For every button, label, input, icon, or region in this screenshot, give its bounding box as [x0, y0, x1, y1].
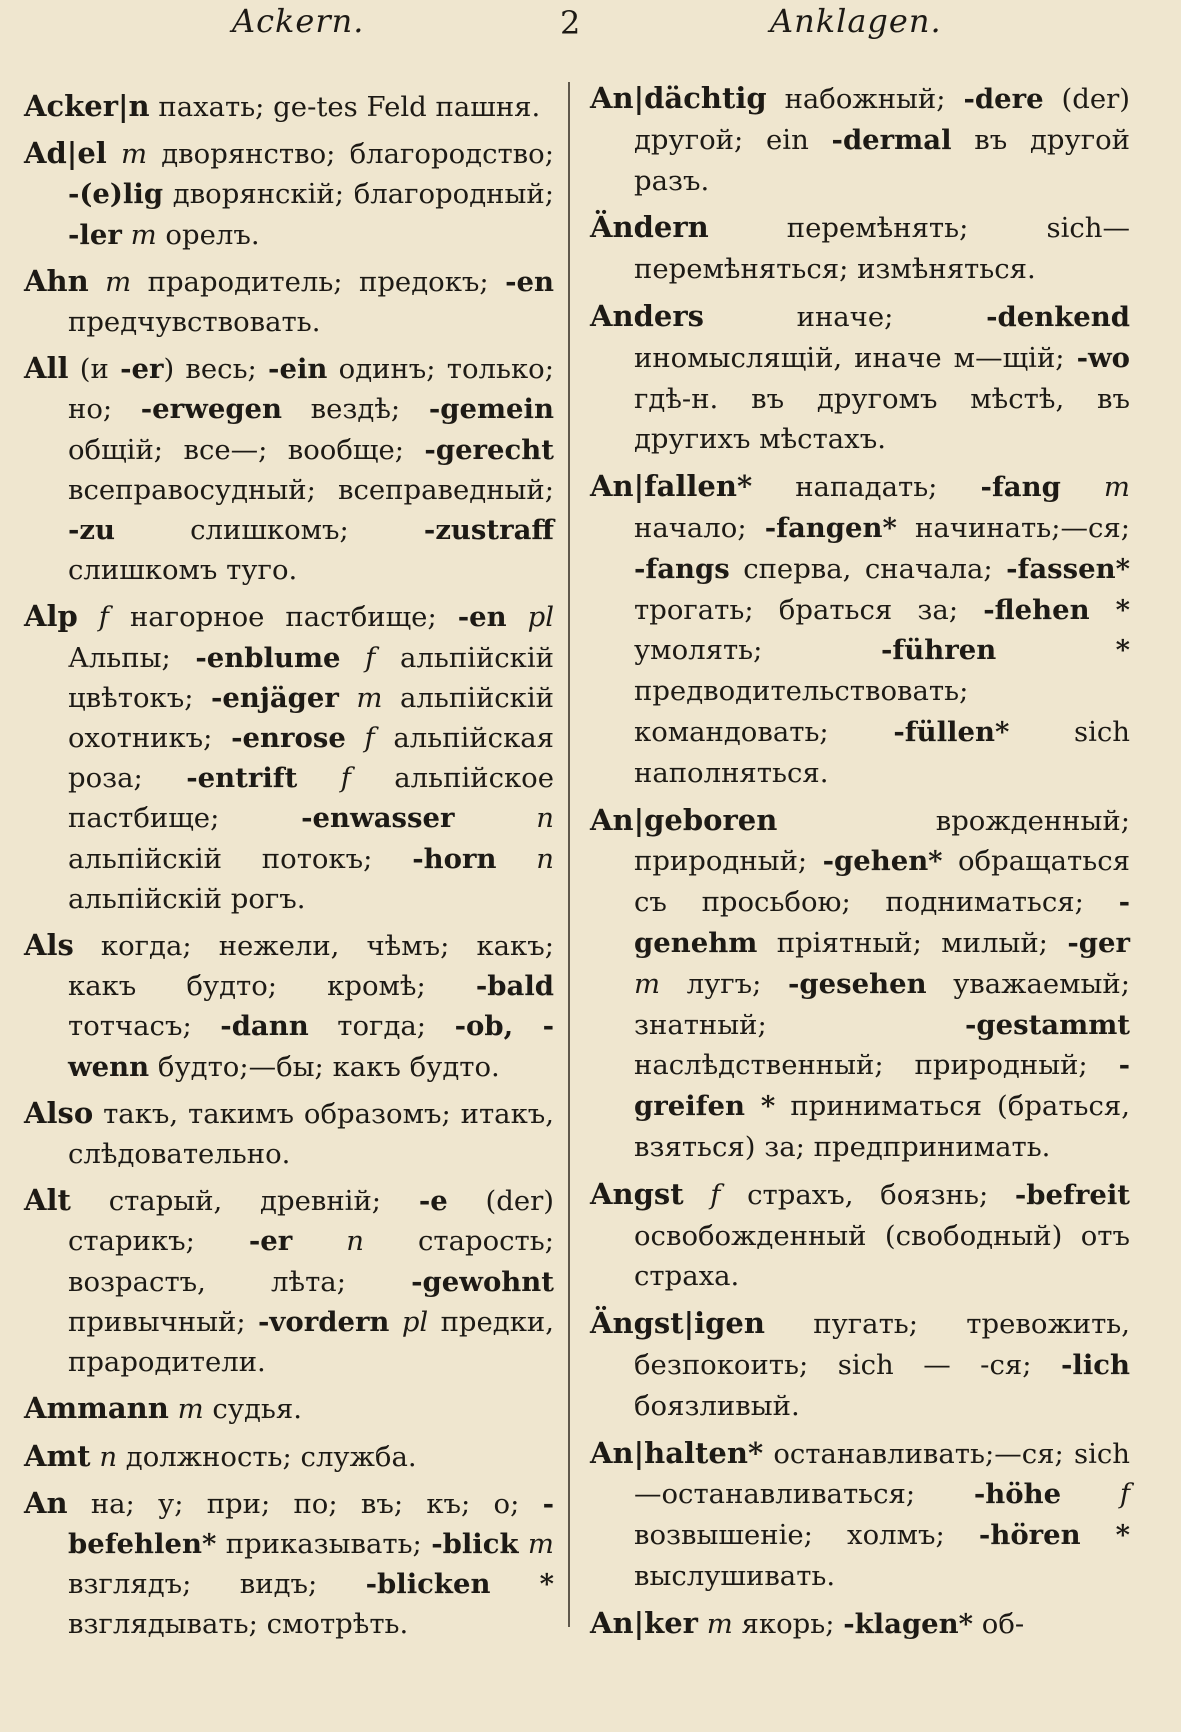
dictionary-entry — [590, 1433, 1130, 1597]
subentry-word: -gerecht — [424, 433, 554, 466]
subentry-word: -fangs — [634, 552, 730, 585]
subentry-word: -lich — [1060, 1348, 1130, 1381]
definition-text: иномыслящій, иначе м—щій; — [634, 341, 1077, 374]
definition-text: приниматься (браться, взяться) за; предпринимать. — [634, 1090, 1130, 1163]
dictionary-entry — [24, 261, 554, 342]
definition-text: начинать;—ся; — [896, 511, 1130, 544]
definition-text: (der) старикъ; — [68, 1185, 554, 1258]
right-column — [590, 78, 1130, 1650]
definition-text: общій; все—; вообще; — [68, 433, 425, 466]
definition-text: предчувствовать. — [68, 306, 321, 339]
subentry-word: -enjäger — [210, 681, 339, 714]
subentry-word: -enblume — [195, 641, 341, 674]
subentry-word: -horn — [412, 842, 497, 875]
definition-text: ) весь; — [163, 353, 269, 386]
subentry-word: -erwegen — [140, 393, 283, 426]
definition-text: обращаться съ просьбою; подниматься; — [634, 845, 1130, 919]
headword: An|ker — [590, 1605, 698, 1640]
definition-text — [454, 802, 536, 834]
subentry-word: -ger — [1067, 926, 1130, 959]
definition-text: альпійскій цвѣтокъ; — [68, 641, 554, 714]
subentry-word: -gestammt — [964, 1008, 1130, 1041]
dictionary-entry — [24, 1483, 554, 1645]
subentry-word: -denkend — [986, 300, 1130, 333]
definition-text: взглядъ; видъ; — [68, 1568, 366, 1601]
definition-text: sich наполняться. — [634, 715, 1131, 789]
definition-text: всеправосудный; всеправедный; — [68, 473, 554, 506]
definition-text: судья. — [203, 1393, 302, 1426]
grammar-label: n — [99, 1440, 118, 1473]
subentry-word: -fassen* — [1006, 552, 1130, 585]
definition-text: выслушивать. — [634, 1559, 836, 1592]
definition-text: начало; — [634, 511, 765, 544]
definition-text: нагорное пастбище; — [108, 601, 458, 634]
definition-text: старый, древній; — [70, 1185, 419, 1218]
subentry-word: -befreit — [1014, 1178, 1130, 1211]
left-column — [24, 86, 554, 1651]
headword: Angst — [590, 1176, 684, 1211]
definition-text: останавливать;—ся; sich—останавливаться; — [634, 1437, 1130, 1511]
definition-text — [507, 601, 528, 633]
grammar-label: m — [105, 265, 132, 298]
running-head-right: Anklagen. — [770, 2, 942, 40]
definition-text — [1061, 471, 1104, 503]
grammar-label: m — [1103, 471, 1130, 504]
subentry-word: -enwasser — [301, 802, 455, 835]
grammar-label: n — [536, 842, 554, 875]
dictionary-entry — [24, 133, 554, 255]
dictionary-entry — [590, 296, 1130, 460]
grammar-label: m — [130, 218, 157, 251]
definition-text — [339, 682, 357, 714]
definition-text: альпійскій потокъ; — [68, 842, 413, 875]
headword: Als — [24, 928, 74, 963]
headword: An|halten* — [590, 1435, 764, 1470]
subentry-word: -greifen * — [634, 1049, 1130, 1123]
definition-text: альпійское пастбище; — [68, 762, 554, 835]
grammar-label: pl — [401, 1305, 429, 1338]
definition-text: одинъ; только; но; — [68, 353, 554, 426]
grammar-label: f — [340, 762, 351, 795]
subentry-word: -vordern — [258, 1305, 390, 1338]
subentry-word: -(e)lig — [68, 178, 164, 211]
headword: Amt — [24, 1438, 91, 1473]
subentry-word: -en — [505, 265, 554, 298]
definition-text: трогать; браться за; — [634, 593, 984, 626]
definition-text: вездѣ; — [282, 393, 429, 426]
dictionary-entry — [24, 1436, 554, 1477]
definition-text: предки, прародители. — [68, 1305, 554, 1379]
definition-text: освобожденный (свободный) отъ страха. — [634, 1219, 1130, 1293]
grammar-label: n — [536, 802, 554, 835]
subentry-word: -dere — [963, 83, 1044, 115]
definition-text — [698, 1608, 707, 1640]
grammar-label: m — [706, 1607, 733, 1640]
grammar-label: f — [365, 641, 376, 674]
subentry-word: -führen * — [880, 634, 1130, 667]
definition-text — [341, 642, 366, 674]
definition-text — [346, 722, 365, 754]
definition-text — [169, 1393, 178, 1425]
definition-text: тотчасъ; — [68, 1010, 221, 1043]
definition-text: когда; нежели, чѣмъ; какъ; какъ будто; кромѣ; — [68, 930, 554, 1003]
page-number: 2 — [560, 4, 581, 42]
grammar-label: m — [356, 681, 383, 714]
definition-text: об- — [973, 1607, 1025, 1640]
definition-text: якорь; — [732, 1607, 844, 1640]
headword: Also — [24, 1095, 94, 1130]
dictionary-entry — [24, 925, 554, 1087]
dictionary-entry — [590, 1303, 1130, 1426]
definition-text: врожденный; природный; — [634, 804, 1130, 878]
headword: Ändern — [590, 210, 709, 245]
subentry-word: -wo — [1076, 341, 1130, 374]
subentry-word: -enrose — [231, 722, 346, 755]
headword: Acker|n — [24, 89, 150, 123]
definition-text: сперва, сначала; — [729, 552, 1007, 585]
definition-text — [297, 762, 340, 794]
subentry-word: -entrift — [186, 762, 298, 795]
subentry-word: -hören * — [978, 1519, 1130, 1552]
dictionary-entry — [590, 78, 1130, 201]
definition-text: альпійскій рогъ. — [68, 882, 306, 915]
grammar-label: f — [710, 1178, 721, 1211]
subentry-word: -ob, -wenn — [68, 1010, 554, 1083]
subentry-word: -blick — [431, 1527, 519, 1560]
headword: Anders — [590, 298, 704, 333]
definition-text: слишкомъ; — [115, 514, 424, 547]
subentry-word: -fang — [980, 471, 1061, 504]
definition-text: дворянство; благородство; — [147, 138, 554, 171]
subentry-word: -ler — [68, 218, 122, 251]
definition-text — [292, 1225, 346, 1257]
definition-text — [122, 219, 131, 251]
definition-text: возвышеніе; холмъ; — [634, 1519, 979, 1552]
subentry-word: -dann — [220, 1010, 309, 1043]
definition-text — [1061, 1478, 1120, 1510]
headword: All — [24, 351, 69, 386]
subentry-word: -flehen * — [983, 593, 1130, 626]
column-divider — [568, 82, 570, 1627]
definition-text: въ другой разъ. — [634, 123, 1130, 197]
dictionary-entry — [590, 1174, 1130, 1297]
grammar-label: m — [120, 138, 148, 171]
definition-text: боязливый. — [634, 1389, 800, 1422]
subentry-word: -zu — [68, 514, 116, 547]
definition-text — [107, 138, 121, 170]
running-head-left: Ackern. — [232, 2, 365, 40]
headword: Alt — [24, 1183, 71, 1218]
grammar-label: f — [364, 722, 375, 755]
definition-text: предводительствовать; командовать; — [634, 675, 969, 748]
subentry-word: -e — [418, 1185, 448, 1218]
definition-text — [89, 266, 105, 298]
dictionary-entry — [24, 1388, 554, 1429]
definition-text: набожный; — [766, 83, 964, 115]
definition-text: такъ, такимъ образомъ; итакъ, слѣдовательно. — [68, 1097, 554, 1171]
dictionary-entry — [590, 1603, 1130, 1645]
grammar-label: f — [98, 601, 109, 634]
definition-text: лугъ; — [660, 967, 788, 1000]
headword: Ad|el — [24, 136, 107, 171]
subentry-word: -dermal — [831, 123, 952, 156]
subentry-word: -er — [120, 353, 164, 386]
definition-text: Альпы; — [68, 641, 196, 674]
definition-text: привычный; — [68, 1305, 258, 1338]
headword: Ammann — [24, 1391, 169, 1426]
definition-text: будто;—бы; какъ будто. — [149, 1050, 500, 1083]
subentry-word: -genehm — [634, 886, 1130, 959]
definition-text: альпійскій охотникъ; — [68, 681, 554, 755]
subentry-word: -zustraff — [423, 514, 554, 547]
definition-text: дворянскій; благородный; — [163, 178, 554, 211]
dictionary-entry — [24, 86, 554, 127]
definition-text: страхъ, боязнь; — [720, 1178, 1015, 1211]
subentry-word: -höhe — [973, 1478, 1062, 1511]
definition-text: взглядывать; смотрѣть. — [68, 1608, 409, 1641]
definition-text: прародитель; предокъ; — [131, 265, 506, 298]
definition-text: перемѣнять; sich—перемѣняться; измѣняться. — [634, 212, 1130, 286]
definition-text: пугать; тревожить, безпокоить; sich — -ся; — [634, 1308, 1130, 1381]
dictionary-entry — [590, 207, 1130, 290]
dictionary-entry — [24, 348, 554, 590]
grammar-label: m — [177, 1393, 204, 1426]
subentry-word: -bald — [475, 970, 554, 1003]
subentry-word: -blicken * — [365, 1568, 554, 1601]
subentry-word: -gesehen — [787, 967, 927, 1000]
headword: An — [24, 1485, 68, 1520]
definition-text: уважаемый; знатный; — [634, 967, 1131, 1041]
definition-text: пріятный; милый; — [757, 926, 1068, 959]
headword: An|fallen* — [590, 469, 753, 504]
headword: An|geboren — [590, 802, 778, 837]
definition-text: иначе; — [703, 300, 987, 333]
dictionary-entry — [24, 1180, 554, 1382]
definition-text — [78, 601, 99, 633]
subentry-word: -ein — [268, 353, 328, 386]
dictionary-entry — [590, 466, 1130, 793]
definition-text: альпійская роза; — [68, 722, 554, 795]
dictionary-entry — [590, 800, 1130, 1168]
definition-text: слишкомъ туго. — [68, 554, 298, 587]
subentry-word: -gehen* — [822, 845, 943, 878]
definition-text: орелъ. — [156, 218, 260, 251]
definition-text: нападать; — [752, 471, 981, 504]
definition-text: должность; служба. — [117, 1440, 417, 1473]
definition-text: на; у; при; по; въ; къ; о; — [67, 1487, 543, 1520]
definition-text: пахать; ge-tes Feld пашня. — [149, 91, 541, 123]
definition-text: наслѣдственный; природный; — [634, 1049, 1119, 1082]
grammar-label: m — [634, 967, 661, 1000]
subentry-word: -gewohnt — [411, 1265, 554, 1298]
grammar-label: f — [1119, 1478, 1130, 1511]
definition-text — [389, 1306, 401, 1338]
headword: An|dächtig — [590, 81, 767, 115]
grammar-label: pl — [527, 601, 554, 634]
definition-text: (der) другой; ein — [634, 83, 1130, 156]
subentry-word: -er — [248, 1225, 293, 1258]
definition-text: старость; возрастъ, лѣта; — [68, 1225, 554, 1298]
definition-text: (и — [68, 353, 121, 386]
definition-text — [684, 1179, 711, 1211]
subentry-word: -befehlen* — [68, 1487, 554, 1560]
headword: Ahn — [24, 263, 89, 298]
subentry-word: -füllen* — [893, 715, 1010, 748]
definition-text: тогда; — [308, 1010, 455, 1043]
headword: Alp — [24, 599, 78, 634]
subentry-word: -gemein — [428, 393, 554, 426]
headword: Ängst|igen — [590, 1306, 765, 1341]
subentry-word: -klagen* — [843, 1607, 974, 1640]
grammar-label: n — [346, 1225, 364, 1258]
dictionary-entry — [24, 596, 554, 919]
subentry-word: -fangen* — [764, 511, 897, 544]
definition-text — [519, 1528, 528, 1560]
definition-text: гдѣ-н. въ другомъ мѣстѣ, въ другихъ мѣстахъ. — [634, 382, 1130, 456]
definition-text: приказывать; — [216, 1527, 432, 1560]
subentry-word: -en — [457, 601, 507, 634]
definition-text: умолять; — [634, 634, 881, 667]
grammar-label: m — [527, 1527, 554, 1560]
dictionary-entry — [24, 1093, 554, 1174]
definition-text — [496, 843, 536, 875]
